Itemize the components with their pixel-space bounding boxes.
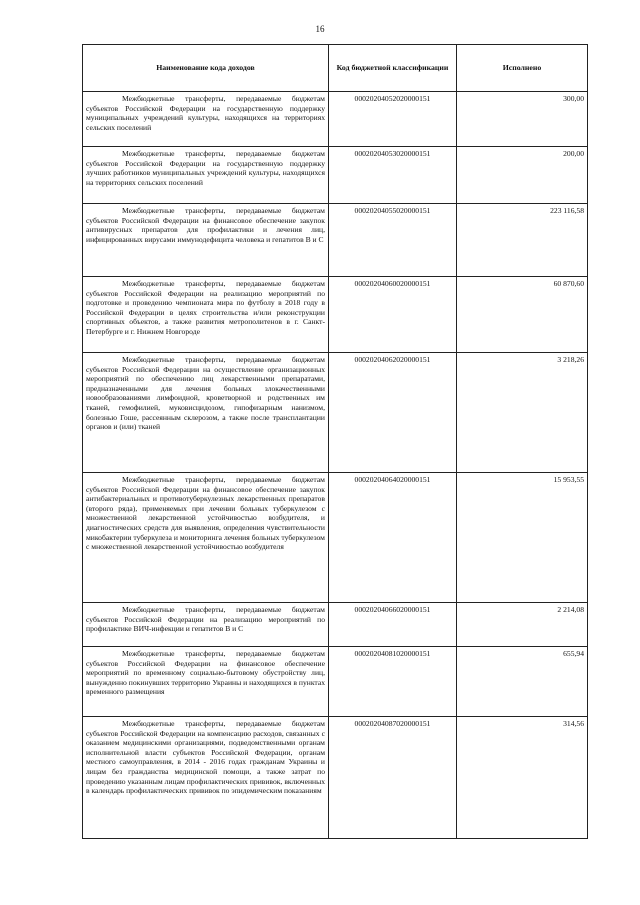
row-code: 00020204062020000151 — [329, 353, 457, 473]
row-code: 00020204053020000151 — [329, 147, 457, 204]
row-amount: 3 218,26 — [457, 353, 588, 473]
row-name: Межбюджетные трансферты, передаваемые бюджетам субъектов Российской Федерации на реализацию мероприятий по подготовке и проведению чемпионата мира по футболу в 2018 году в Российской Федерации в целях строительства и/или реконструкции спортивных объектов, а также развития метрополитенов в г. Санкт-Петербурге и г. Нижнем Новгороде — [83, 277, 329, 353]
row-amount: 200,00 — [457, 147, 588, 204]
row-amount: 655,94 — [457, 647, 588, 717]
row-name: Межбюджетные трансферты, передаваемые бюджетам субъектов Российской Федерации на финансовое обеспечение закупок антибактериальных и противотуберкулезных лекарственных препаратов (второго ряда), применяемых при лечении больных туберкулезом с множественной лекарственной устойчивостью возбудителя, и диагностических средств для выявления, определения чувствительности микобактерии туберкулеза и мониторинга лечения больных туберкулезом с множественной лекарственной устойчивостью возбудителя — [83, 473, 329, 603]
row-amount: 15 953,55 — [457, 473, 588, 603]
table-row — [83, 717, 588, 839]
table-row — [83, 147, 588, 204]
row-name: Межбюджетные трансферты, передаваемые бюджетам субъектов Российской Федерации на государственную поддержку лучших работников муниципальных учреждений культуры, находящихся на территориях сельских поселений — [83, 147, 329, 204]
income-table — [82, 44, 588, 839]
table-row — [83, 473, 588, 603]
row-code: 00020204055020000151 — [329, 204, 457, 277]
row-amount: 60 870,60 — [457, 277, 588, 353]
table-header-row — [83, 45, 588, 92]
row-amount: 300,00 — [457, 92, 588, 147]
header-name: Наименование кода доходов — [83, 45, 329, 92]
row-name: Межбюджетные трансферты, передаваемые бюджетам субъектов Российской Федерации на осуществление организационных мероприятий по обеспечению лиц лекарственными препаратами, предназначенными для лечения больных злокачественными новообразованиями лимфоидной, кроветворной и родственных им тканей, гемофилией, муковисцидозом, гипофизарным нанизмом, болезнью Гоше, рассеянным склерозом, а также после трансплантации органов и (или) тканей — [83, 353, 329, 473]
row-name: Межбюджетные трансферты, передаваемые бюджетам субъектов Российской Федерации на финансовое обеспечение мероприятий по временному социально-бытовому обустройству лиц, вынужденно покинувших территорию Украины и находящихся в пунктах временного размещения — [83, 647, 329, 717]
row-code: 00020204087020000151 — [329, 717, 457, 839]
row-code: 00020204081020000151 — [329, 647, 457, 717]
row-name: Межбюджетные трансферты, передаваемые бюджетам субъектов Российской Федерации на реализацию мероприятий по профилактике ВИЧ-инфекции и гепатитов В и С — [83, 603, 329, 647]
header-executed: Исполнено — [457, 45, 588, 92]
row-name: Межбюджетные трансферты, передаваемые бюджетам субъектов Российской Федерации на финансовое обеспечение закупок антивирусных препаратов для профилактики и лечения лиц, инфицированных вирусами иммунодефицита человека и гепатитов В и С — [83, 204, 329, 277]
row-amount: 223 116,58 — [457, 204, 588, 277]
header-code: Код бюджетной классификации — [329, 45, 457, 92]
table-row — [83, 647, 588, 717]
row-name: Межбюджетные трансферты, передаваемые бюджетам субъектов Российской Федерации на компенсацию расходов, связанных с оказанием медицинскими организациями, подведомственными органам исполнительной власти субъектов Российской Федерации, органам местного самоуправления, в 2014 - 2016 годах гражданам Украины и лицам без гражданства медицинской помощи, а также затрат по проведению указанным лицам профилактических прививок, включенных в календарь профилактических прививок по эпидемическим показаниям — [83, 717, 329, 839]
row-name: Межбюджетные трансферты, передаваемые бюджетам субъектов Российской Федерации на государственную поддержку муниципальных учреждений культуры, находящихся на территориях сельских поселений — [83, 92, 329, 147]
table-row — [83, 204, 588, 277]
table-row — [83, 277, 588, 353]
table-row — [83, 92, 588, 147]
page-number: 16 — [315, 24, 325, 34]
table-row — [83, 353, 588, 473]
table-row — [83, 603, 588, 647]
row-code: 00020204066020000151 — [329, 603, 457, 647]
row-code: 00020204052020000151 — [329, 92, 457, 147]
row-amount: 314,56 — [457, 717, 588, 839]
row-code: 00020204060020000151 — [329, 277, 457, 353]
row-amount: 2 214,08 — [457, 603, 588, 647]
row-code: 00020204064020000151 — [329, 473, 457, 603]
